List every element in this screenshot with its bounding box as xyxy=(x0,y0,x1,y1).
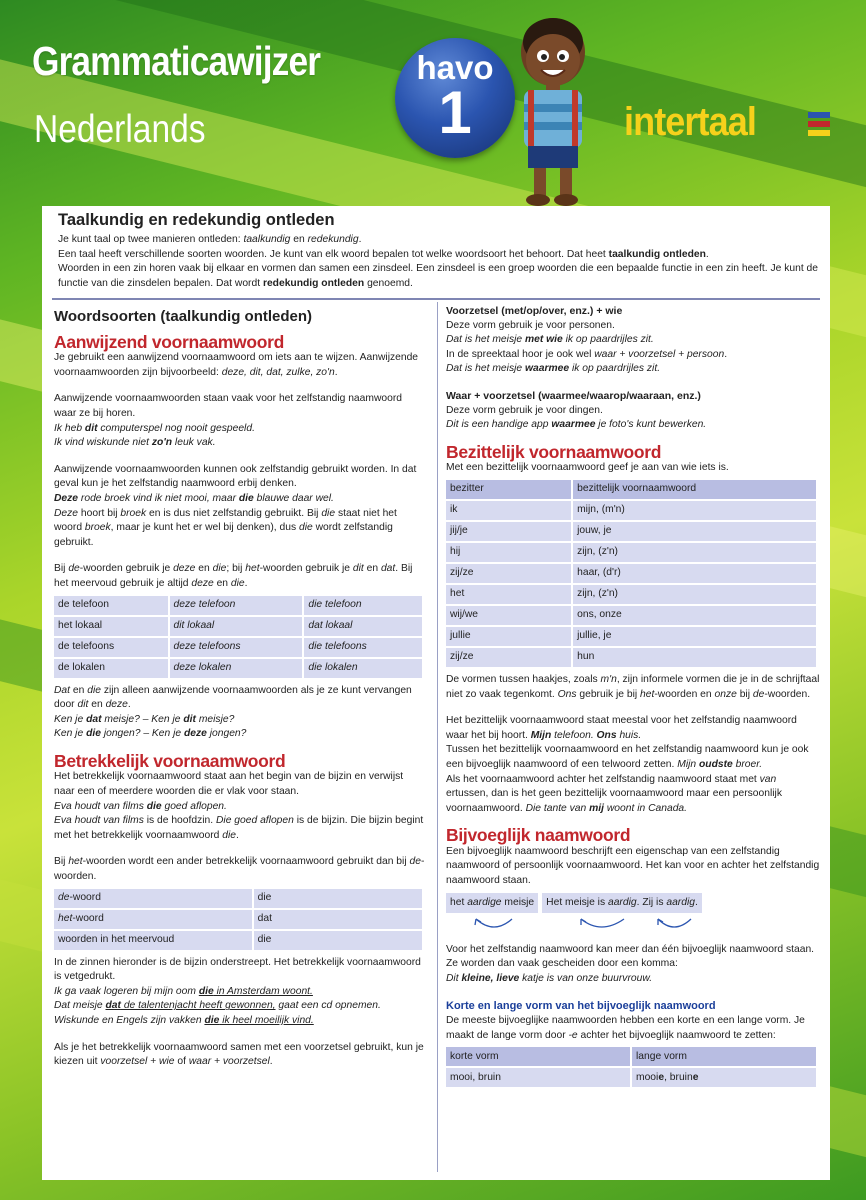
table-row: jij/je jouw, je xyxy=(446,522,816,541)
brand-logo: intertaal xyxy=(624,100,756,144)
paragraph: Voor het zelfstandig naamwoord kan meer dan één bijvoeglijk naamwoord staan. Ze worden dan vaak gescheiden door een komma: Dit kleine, lieve katje is van onze buurvrouw. xyxy=(446,943,815,985)
intro-section xyxy=(58,211,818,291)
paragraph: Het betrekkelijk voornaamwoord staat aan het begin van de bijzin en verwijst naar een of meerdere woorden die er vlak voor staan. Eva houdt van films die goed aflopen. Eva houdt van films is de hoofdzin. Die goed aflopen is de bijzin. Die bijzin begint met het betrekkelijk voornaamwoord die. xyxy=(54,771,424,841)
page-title: Grammaticawijzer xyxy=(32,38,321,84)
badge-year: 1 xyxy=(438,79,472,146)
intro-paragraph: Je kunt taal op twee manieren ontleden: taalkundig en redekundig. xyxy=(58,234,362,245)
table-row: mooi, bruin mooie, bruine xyxy=(446,1068,816,1087)
arrows-icon xyxy=(446,915,726,937)
table-row: jullie jullie, je xyxy=(446,627,816,646)
paragraph: De meeste bijvoeglijke naamwoorden hebben een korte en een lange vorm. Je maakt de lange vorm door -e achter het bijvoeglijk naamwoord te zetten: xyxy=(446,1015,805,1041)
table-header-row: bezitter bezittelijk voornaamwoord xyxy=(446,480,816,499)
table-row: het lokaal dit lokaal dat lokaal xyxy=(54,617,422,636)
intro-paragraph: Woorden in een zin horen vaak bij elkaar en vormen dan samen een zinsdeel. Een zinsdeel is een groep woorden die een bepaalde functie in een zin heeft. Je kunt de functie van die zinsdelen bepalen. Dat wordt redekundig ontleden genoemd. xyxy=(58,263,818,289)
possessive-table xyxy=(444,478,818,669)
table-row: het zijn, (z'n) xyxy=(446,585,816,604)
paragraph: Deze vorm gebruik je voor personen. Dat is het meisje met wie ik op paardrijles zit. In de spreektaal hoor je ook wel waar + voorzetsel + persoon. Dat is het meisje waarmee ik op paardrijles zit. xyxy=(446,319,728,375)
intro-title: Taalkundig en redekundig ontleden xyxy=(58,211,335,229)
table-row: wij/we ons, onze xyxy=(446,606,816,625)
badge-level: havo xyxy=(416,49,494,86)
table-row: ik mijn, (m'n) xyxy=(446,501,816,520)
subheading: Waar + voorzetsel (waarmee/waarop/waaraan, enz.) xyxy=(446,389,701,402)
paragraph: Dat en die zijn alleen aanwijzende voornaamwoorden als je ze kunt vervangen door dit en deze. Ken je dat meisje? – Ken je dit meisje? Ken je die jongen? – Ken je deze jongen? xyxy=(54,684,412,740)
table-row: de telefoons deze telefoons die telefoons xyxy=(54,638,422,657)
horizontal-divider xyxy=(52,298,820,300)
demonstrative-table xyxy=(52,594,424,680)
content-panel xyxy=(42,206,830,1180)
paragraph: Als je het betrekkelijk voornaamwoord samen met een voorzetsel gebruikt, kun je kiezen uit voorzetsel + wie of waar + voorzetsel. xyxy=(54,1041,424,1068)
paragraph: Je gebruikt een aanwijzend voornaamwoord om iets aan te wijzen. Aanwijzende voornaamwoorden zijn bijvoorbeeld: deze, dit, dat, zulke, zo'n. xyxy=(54,352,419,378)
heading-bijvoeglijk: Bijvoeglijk naamwoord xyxy=(446,825,631,846)
table-row: het-woord dat xyxy=(54,910,422,929)
paragraph: Het bezittelijk voornaamwoord staat meestal voor het zelfstandig naamwoord waar het bij hoort. Mijn telefoon. Ons huis. Tussen het bezittelijk voornaamwoord en het zelfstandig naamwoord kun je ook een bijvoeglijk naamwoord of een telwoord zetten. Mijn oudste broer. Als het voornaamwoord achter het zelfstandig naamwoord staat met van ertussen, dan is het geen bezittelijk voornaamwoord maar een persoonlijk voornaamwoord. Die tante van mij woont in Canada. xyxy=(446,715,809,814)
paragraph: De vormen tussen haakjes, zoals m'n, zijn informele vormen die je in de schrijftaal niet zo vaak tegenkomt. Ons gebruik je bij het-woorden en onze bij de-woorden. xyxy=(446,673,820,700)
subheading-blue: Korte en lange vorm van het bijvoeglijk naamwoord xyxy=(446,999,716,1012)
heading-aanwijzend: Aanwijzend voornaamwoord xyxy=(54,331,285,352)
relative-pronoun-table xyxy=(52,887,424,952)
table-row: de telefoon deze telefoon die telefoon xyxy=(54,596,422,615)
table-row: de-woord die xyxy=(54,889,422,908)
table-header-row: korte vorm lange vorm xyxy=(446,1047,816,1066)
adjective-examples xyxy=(446,893,820,914)
heading-bezittelijk: Bezittelijk voornaamwoord xyxy=(446,441,662,462)
paragraph: Aanwijzende voornaamwoorden staan vaak voor het zelfstandig naamwoord waar ze bij horen. Ik heb dit computerspel nog nooit gespeeld. Ik vind wiskunde niet zo'n leuk vak. xyxy=(54,393,403,449)
paragraph: Met een bezittelijk voornaamwoord geef je aan van wie iets is. xyxy=(446,462,729,474)
paragraph: Bij de-woorden gebruik je deze en die; bij het-woorden gebruik je dit en dat. Bij het meervoud gebruik je altijd deze en die. xyxy=(54,563,413,589)
level-badge xyxy=(395,38,515,158)
intro-paragraph: Een taal heeft verschillende soorten woorden. Je kunt van elk woord bepalen tot welke woordsoort het behoort. Dat heet taalkundig ontleden. xyxy=(58,248,709,260)
left-column xyxy=(54,304,426,1082)
brand-flag-icon xyxy=(808,108,830,138)
table-row: zij/ze haar, (d'r) xyxy=(446,564,816,583)
page-subtitle: Nederlands xyxy=(34,108,206,151)
table-row: zij/ze hun xyxy=(446,648,816,667)
example-box: Het meisje is aardig. Zij is aardig. xyxy=(542,893,702,914)
student-illustration xyxy=(508,12,598,207)
table-row: de lokalen deze lokalen die lokalen xyxy=(54,659,422,678)
table-row: woorden in het meervoud die xyxy=(54,931,422,950)
subheading: Voorzetsel (met/op/over, enz.) + wie xyxy=(446,305,623,317)
adjective-form-table xyxy=(444,1045,818,1089)
table-row: hij zijn, (z'n) xyxy=(446,543,816,562)
heading-betrekkelijk: Betrekkelijk voornaamwoord xyxy=(54,750,286,771)
example-box: het aardige meisje xyxy=(446,893,538,914)
paragraph: Aanwijzende voornaamwoorden kunnen ook zelfstandig gebruikt worden. In dat geval kun je het zelfstandig naamwoord erbij denken. Deze rode broek vind ik niet mooi, maar die blauwe daar wel. Deze hoort bij broek en is dus niet zelfstandig gebruikt. Bij die staat niet het woord broek, maar je kunt het er wel bij denken), dus die wordt zelfstandig gebruikt. xyxy=(54,463,417,548)
paragraph: Deze vorm gebruik je voor dingen. Dit is een handige app waarmee je foto's kunt bewerken. xyxy=(446,404,707,431)
paragraph: In de zinnen hieronder is de bijzin onderstreept. Het betrekkelijk voornaamwoord is vetgedrukt. Ik ga vaak logeren bij mijn oom die in Amsterdam woont. Dat meisje dat de talentenjacht heeft gewonnen, gaat een cd opnemen. Wiskunde en Engels zijn vakken die ik heel moeilijk vind. xyxy=(54,956,421,1026)
paragraph: Een bijvoeglijk naamwoord beschrijft een eigenschap van een zelfstandig naamwoord of persoonlijk voornaamwoord. Het kan voor en achter het zelfstandig naamwoord staan. xyxy=(446,845,820,887)
section-title: Woordsoorten (taalkundig ontleden) xyxy=(54,308,313,325)
paragraph: Bij het-woorden wordt een ander betrekkelijk voornaamwoord gebruikt dan bij de-woorden. xyxy=(54,856,425,883)
column-divider xyxy=(437,302,438,1172)
right-column xyxy=(446,304,820,1093)
